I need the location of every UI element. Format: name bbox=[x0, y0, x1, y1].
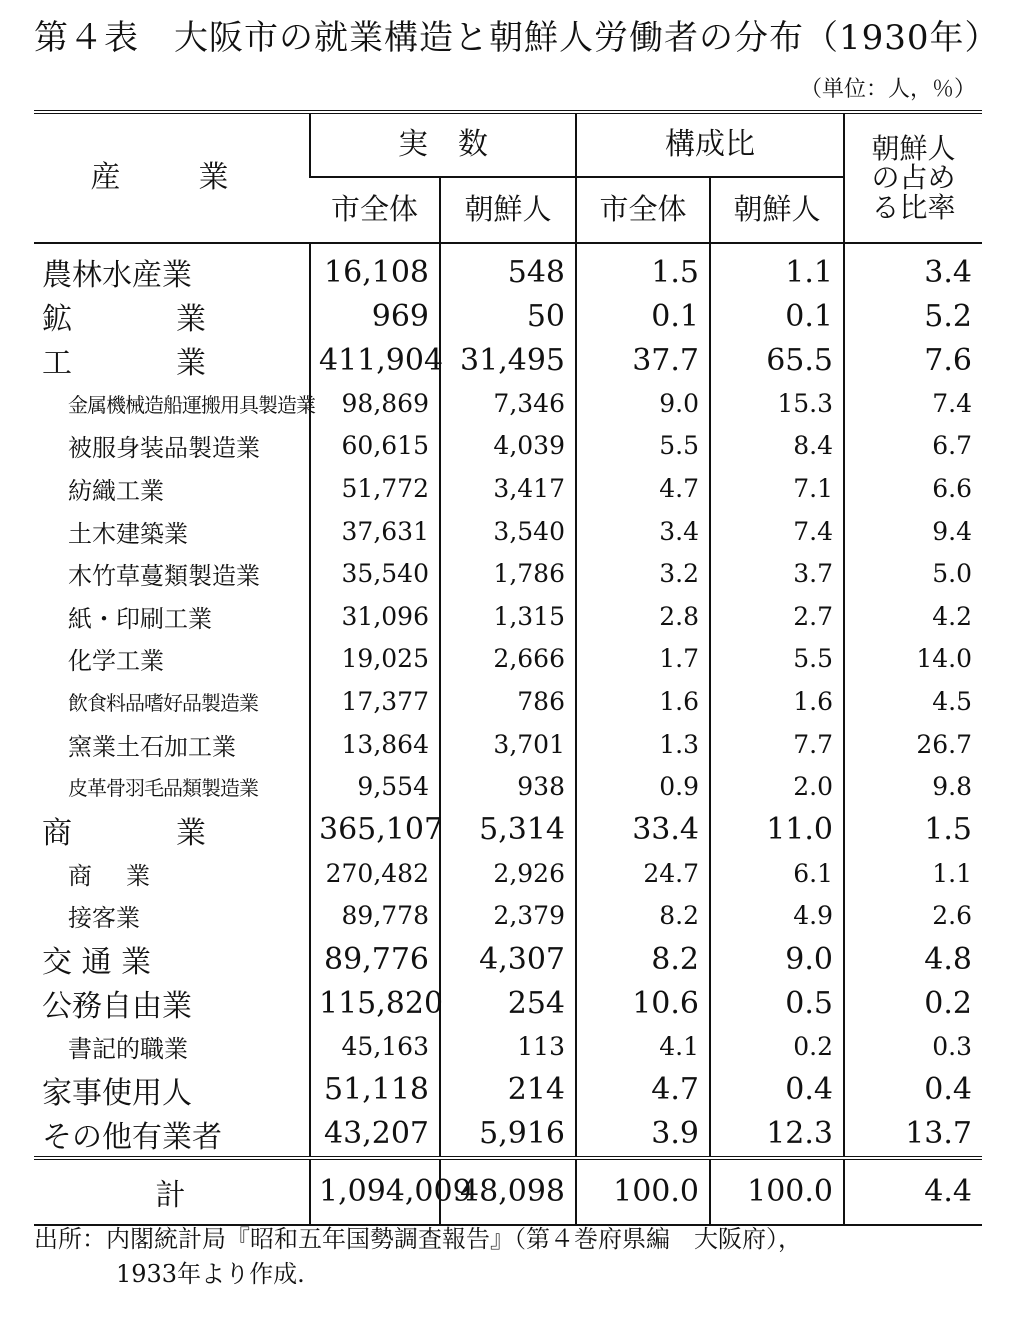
korean-ratio-cell: 5.5 bbox=[710, 638, 844, 681]
korean-count-cell: 548 bbox=[440, 243, 576, 294]
city-ratio-cell: 1.5 bbox=[576, 243, 710, 294]
city-ratio-cell: 10.6 bbox=[576, 981, 710, 1025]
industry-label bbox=[34, 338, 310, 382]
city-total-ratio-header: 市全体 bbox=[576, 177, 710, 243]
korean-count-cell: 2,666 bbox=[440, 638, 576, 681]
korean-share-header-line: る比率 bbox=[871, 190, 956, 224]
korean-count-cell: 786 bbox=[440, 680, 576, 723]
industry-label-part: 商 bbox=[68, 861, 92, 890]
korean-share-cell: 0.3 bbox=[844, 1025, 982, 1068]
korean-ratio-cell: 0.1 bbox=[710, 294, 844, 338]
city-count-cell: 31,096 bbox=[310, 595, 440, 638]
industry-row bbox=[34, 294, 982, 338]
city-total-header: 市全体 bbox=[310, 177, 440, 243]
city-ratio-cell: 24.7 bbox=[576, 852, 710, 895]
industry-label: 土木建築業 bbox=[68, 519, 188, 548]
korean-count-cell: 2,926 bbox=[440, 852, 576, 895]
korean-count-cell: 2,379 bbox=[440, 895, 576, 938]
industry-label-spread bbox=[42, 808, 206, 852]
industry-label: 窯業土石加工業 bbox=[68, 732, 236, 761]
industry-label: 家事使用人 bbox=[42, 1075, 192, 1111]
korean-count-cell: 1,786 bbox=[440, 552, 576, 595]
sub-industry-row bbox=[34, 425, 982, 468]
korean-count-cell: 31,495 bbox=[440, 338, 576, 382]
industry-row bbox=[34, 338, 982, 382]
industry-label: 接客業 bbox=[68, 904, 140, 933]
korean-count-cell: 254 bbox=[440, 981, 576, 1025]
city-count-cell: 35,540 bbox=[310, 552, 440, 595]
industry-header: 産 業 bbox=[34, 112, 310, 243]
city-ratio-cell: 0.9 bbox=[576, 765, 710, 808]
korean-count-cell: 113 bbox=[440, 1025, 576, 1068]
city-count-cell: 16,108 bbox=[310, 243, 440, 294]
korean-ratio-cell: 2.7 bbox=[710, 595, 844, 638]
korean-share-cell: 5.2 bbox=[844, 294, 982, 338]
total-korean-count: 48,098 bbox=[440, 1158, 576, 1225]
source-line-1: 出所：内閣統計局『昭和五年国勢調査報告』（第４巻府県編 大阪府）， bbox=[34, 1225, 802, 1253]
city-ratio-cell: 8.2 bbox=[576, 895, 710, 938]
total-city-ratio: 100.0 bbox=[576, 1158, 710, 1225]
korean-ratio-cell: 9.0 bbox=[710, 937, 844, 981]
sub-industry-row bbox=[34, 467, 982, 510]
korean-share-cell: 13.7 bbox=[844, 1112, 982, 1158]
korean-ratio-cell: 12.3 bbox=[710, 1112, 844, 1158]
total-row bbox=[34, 1158, 982, 1225]
industry-label: 書記的職業 bbox=[68, 1034, 188, 1063]
sub-industry-row bbox=[34, 595, 982, 638]
korean-ratio-cell: 1.6 bbox=[710, 680, 844, 723]
city-count-cell: 9,554 bbox=[310, 765, 440, 808]
korean-count-cell: 5,916 bbox=[440, 1112, 576, 1158]
city-count-cell: 89,776 bbox=[310, 937, 440, 981]
korean-share-cell: 0.2 bbox=[844, 981, 982, 1025]
sub-industry-row bbox=[34, 552, 982, 595]
city-ratio-cell: 4.7 bbox=[576, 467, 710, 510]
korean-ratio-cell: 1.1 bbox=[710, 243, 844, 294]
industry-label-spread bbox=[42, 294, 206, 338]
korean-ratio-cell: 15.3 bbox=[710, 382, 844, 425]
actual-count-header: 実 数 bbox=[310, 112, 576, 177]
city-count-cell: 969 bbox=[310, 294, 440, 338]
sub-industry-row bbox=[34, 638, 982, 681]
korean-ratio-cell: 0.5 bbox=[710, 981, 844, 1025]
sub-industry-row bbox=[34, 852, 982, 895]
total-korean-share: 4.4 bbox=[844, 1158, 982, 1225]
korean-count-cell: 1,315 bbox=[440, 595, 576, 638]
industry-label: 交 通 業 bbox=[42, 945, 152, 981]
table-body bbox=[34, 243, 982, 1158]
city-ratio-cell: 33.4 bbox=[576, 808, 710, 852]
industry-label: 紡織工業 bbox=[68, 476, 164, 505]
city-count-cell: 51,118 bbox=[310, 1068, 440, 1112]
industry-label bbox=[34, 808, 310, 852]
city-ratio-cell: 5.5 bbox=[576, 425, 710, 468]
total-label: 計 bbox=[34, 1158, 310, 1225]
city-count-cell: 115,820 bbox=[310, 981, 440, 1025]
city-ratio-cell: 1.6 bbox=[576, 680, 710, 723]
korean-ratio-cell: 8.4 bbox=[710, 425, 844, 468]
industry-label: 化学工業 bbox=[68, 647, 164, 676]
sub-industry-row bbox=[34, 510, 982, 553]
city-count-cell: 51,772 bbox=[310, 467, 440, 510]
korean-count-cell: 4,307 bbox=[440, 937, 576, 981]
korean-share-cell: 14.0 bbox=[844, 638, 982, 681]
city-ratio-cell: 3.2 bbox=[576, 552, 710, 595]
city-count-cell: 411,904 bbox=[310, 338, 440, 382]
city-ratio-cell: 8.2 bbox=[576, 937, 710, 981]
korean-share-cell: 0.4 bbox=[844, 1068, 982, 1112]
city-ratio-cell: 3.4 bbox=[576, 510, 710, 553]
city-ratio-cell: 4.1 bbox=[576, 1025, 710, 1068]
korean-ratio-cell: 2.0 bbox=[710, 765, 844, 808]
industry-label: 公務自由業 bbox=[42, 989, 192, 1025]
korean-ratio-cell: 3.7 bbox=[710, 552, 844, 595]
korean-share-cell: 26.7 bbox=[844, 723, 982, 766]
industry-label-spread bbox=[42, 338, 206, 382]
city-count-cell: 89,778 bbox=[310, 895, 440, 938]
industry-row bbox=[34, 1068, 982, 1112]
korean-share-header-line: 朝鮮人 bbox=[871, 131, 956, 165]
industry-label-spread bbox=[68, 856, 150, 891]
industry-label-part: 業 bbox=[176, 302, 206, 337]
korean-count-cell: 3,540 bbox=[440, 510, 576, 553]
korean-count-cell: 214 bbox=[440, 1068, 576, 1112]
korean-share-cell: 2.6 bbox=[844, 895, 982, 938]
korean-share-cell: 4.8 bbox=[844, 937, 982, 981]
city-ratio-cell: 1.3 bbox=[576, 723, 710, 766]
city-count-cell: 270,482 bbox=[310, 852, 440, 895]
korean-header: 朝鮮人 bbox=[440, 177, 576, 243]
korean-count-cell: 50 bbox=[440, 294, 576, 338]
composition-ratio-header: 構成比 bbox=[576, 112, 844, 177]
industry-label: 農林水産業 bbox=[42, 258, 192, 293]
sub-industry-row bbox=[34, 680, 982, 723]
sub-industry-row bbox=[34, 382, 982, 425]
source-line-2: 1933年より作成. bbox=[116, 1259, 305, 1288]
city-ratio-cell: 3.9 bbox=[576, 1112, 710, 1158]
korean-share-cell: 9.4 bbox=[844, 510, 982, 553]
industry-row bbox=[34, 981, 982, 1025]
industry-label: 皮革骨羽毛品類製造業 bbox=[68, 776, 258, 801]
korean-share-cell: 1.1 bbox=[844, 852, 982, 895]
korean-share-cell: 6.6 bbox=[844, 467, 982, 510]
korean-ratio-cell: 4.9 bbox=[710, 895, 844, 938]
sub-industry-row bbox=[34, 895, 982, 938]
industry-label-part: 業 bbox=[176, 346, 206, 381]
korean-ratio-cell: 7.7 bbox=[710, 723, 844, 766]
city-ratio-cell: 4.7 bbox=[576, 1068, 710, 1112]
industry-label: 金属機械造船運搬用具製造業 bbox=[68, 392, 315, 417]
korean-ratio-cell: 0.2 bbox=[710, 1025, 844, 1068]
korean-share-cell: 7.6 bbox=[844, 338, 982, 382]
city-count-cell: 365,107 bbox=[310, 808, 440, 852]
korean-share-cell: 4.2 bbox=[844, 595, 982, 638]
city-count-cell: 43,207 bbox=[310, 1112, 440, 1158]
city-count-cell: 17,377 bbox=[310, 680, 440, 723]
source-note bbox=[34, 1222, 984, 1292]
korean-share-cell: 5.0 bbox=[844, 552, 982, 595]
industry-label: 被服身装品製造業 bbox=[68, 434, 260, 463]
industry-label-part: 工 bbox=[42, 346, 72, 381]
industry-label-part: 業 bbox=[126, 861, 150, 890]
city-count-cell: 13,864 bbox=[310, 723, 440, 766]
korean-share-cell: 7.4 bbox=[844, 382, 982, 425]
industry-label bbox=[34, 294, 310, 338]
city-count-cell: 98,869 bbox=[310, 382, 440, 425]
industry-row bbox=[34, 243, 982, 294]
industry-row bbox=[34, 937, 982, 981]
sub-industry-row bbox=[34, 765, 982, 808]
korean-count-cell: 7,346 bbox=[440, 382, 576, 425]
total-city-count: 1,094,009 bbox=[310, 1158, 440, 1225]
industry-label-part: 鉱 bbox=[42, 302, 72, 337]
industry-row bbox=[34, 1112, 982, 1158]
sub-industry-row bbox=[34, 1025, 982, 1068]
city-ratio-cell: 9.0 bbox=[576, 382, 710, 425]
unit-note: （単位：人，％） bbox=[799, 77, 976, 102]
city-count-cell: 60,615 bbox=[310, 425, 440, 468]
industry-label-part: 業 bbox=[176, 815, 206, 851]
korean-share-cell: 6.7 bbox=[844, 425, 982, 468]
sub-industry-row bbox=[34, 723, 982, 766]
korean-ratio-cell: 65.5 bbox=[710, 338, 844, 382]
total-korean-ratio: 100.0 bbox=[710, 1158, 844, 1225]
city-count-cell: 45,163 bbox=[310, 1025, 440, 1068]
korean-count-cell: 938 bbox=[440, 765, 576, 808]
city-ratio-cell: 37.7 bbox=[576, 338, 710, 382]
industry-label-part: 商 bbox=[42, 815, 72, 851]
employment-table bbox=[34, 110, 982, 1226]
city-count-cell: 19,025 bbox=[310, 638, 440, 681]
korean-share-header-line: の占め bbox=[871, 161, 956, 195]
korean-ratio-cell: 0.4 bbox=[710, 1068, 844, 1112]
korean-share-cell: 9.8 bbox=[844, 765, 982, 808]
korean-ratio-header: 朝鮮人 bbox=[710, 177, 844, 243]
korean-count-cell: 5,314 bbox=[440, 808, 576, 852]
city-ratio-cell: 1.7 bbox=[576, 638, 710, 681]
korean-count-cell: 4,039 bbox=[440, 425, 576, 468]
city-ratio-cell: 0.1 bbox=[576, 294, 710, 338]
korean-share-cell: 1.5 bbox=[844, 808, 982, 852]
city-count-cell: 37,631 bbox=[310, 510, 440, 553]
industry-label bbox=[34, 852, 310, 895]
korean-ratio-cell: 11.0 bbox=[710, 808, 844, 852]
industry-row bbox=[34, 808, 982, 852]
industry-label: 紙・印刷工業 bbox=[68, 604, 212, 633]
table-title: 第４表 大阪市の就業構造と朝鮮人労働者の分布（1930年） bbox=[34, 18, 1000, 58]
industry-label: 飲食料品嗜好品製造業 bbox=[68, 690, 258, 715]
korean-share-header bbox=[844, 112, 982, 243]
korean-share-cell: 4.5 bbox=[844, 680, 982, 723]
korean-count-cell: 3,701 bbox=[440, 723, 576, 766]
korean-count-cell: 3,417 bbox=[440, 467, 576, 510]
korean-ratio-cell: 7.4 bbox=[710, 510, 844, 553]
korean-share-cell: 3.4 bbox=[844, 243, 982, 294]
korean-ratio-cell: 6.1 bbox=[710, 852, 844, 895]
industry-label: その他有業者 bbox=[42, 1119, 222, 1155]
industry-label: 木竹草蔓類製造業 bbox=[68, 562, 260, 591]
korean-ratio-cell: 7.1 bbox=[710, 467, 844, 510]
city-ratio-cell: 2.8 bbox=[576, 595, 710, 638]
